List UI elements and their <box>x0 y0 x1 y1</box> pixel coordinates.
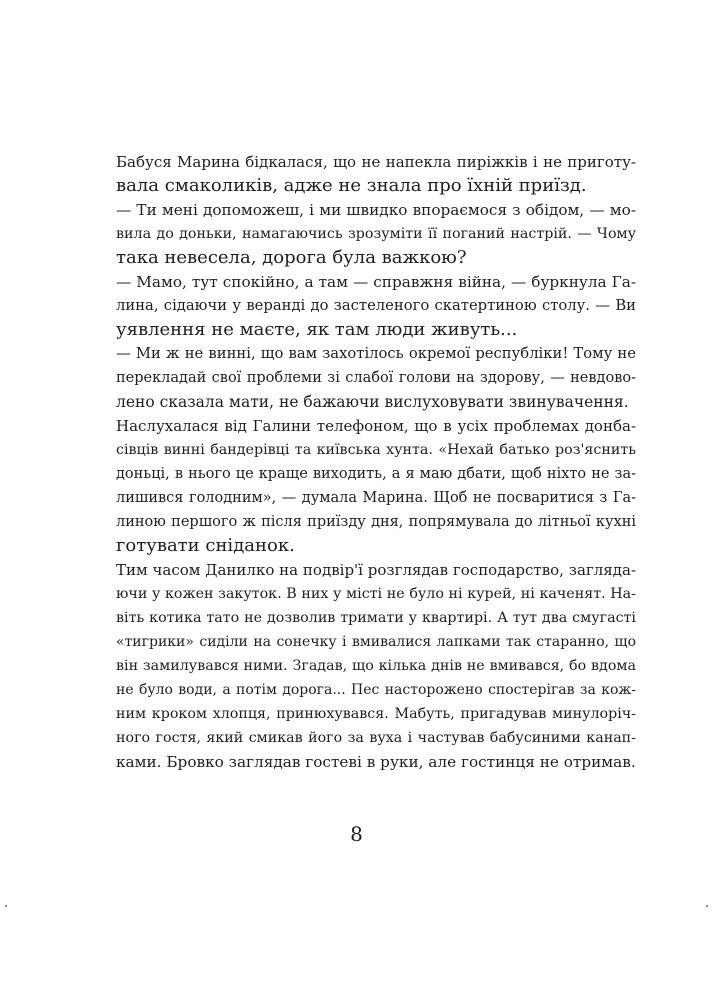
text-line: сівців винні бандерівці та київська хунта. «Нехай батько роз'яснить <box>116 442 636 458</box>
text-line: не було води, а потім дорога... Пес насторожено спостерігав за кож- <box>116 682 636 698</box>
text-line: така невесела, дорога була важкою? <box>116 247 467 268</box>
text-line: перекладай свої проблеми зі слабої голови на здорову, — невдово- <box>116 370 636 386</box>
text-line: готувати сніданок. <box>116 535 295 556</box>
text-line: линою першого ж після приїзду дня, попрямувала до літньої кухні <box>116 514 636 530</box>
text-line: лишився голодним», — думала Марина. Щоб не посваритися з Га- <box>116 490 636 506</box>
text-line: ного гостя, який смикав його за вуха і частував бабусиними канап- <box>116 730 636 746</box>
text-line: лина, сідаючи у веранді до застеленого скатертиною столу. — Ви <box>116 297 636 314</box>
text-line: лено сказала мати, не бажаючи вислуховувати звинувачення. <box>116 393 629 411</box>
text-line: вала смаколиків, адже не знала про їхній приїзд. <box>116 175 587 196</box>
text-line: — Мамо, тут спокійно, а там — справжня війна, — буркнула Га- <box>116 273 636 291</box>
text-line: Наслухалася від Галини телефоном, що в усіх проблемах донба- <box>116 417 636 435</box>
text-line: уявлення не маєте, як там люди живуть... <box>116 319 518 340</box>
crop-mark-left <box>5 905 7 907</box>
page-number: 8 <box>350 822 363 846</box>
text-line: Тим часом Данилко на подвір'ї розглядав господарство, загляда- <box>116 561 636 579</box>
text-line: «тигрики» сиділи на сонечку і вмивалися лапками так старанно, що <box>116 634 636 650</box>
text-line: ками. Бровко заглядав гостеві в руки, але гостинця не отримав. <box>116 753 636 771</box>
text-line: доньці, в нього це краще виходить, а я маю дбати, щоб ніхто не за- <box>116 466 636 482</box>
text-line: віть котика тато не дозволив тримати у квартирі. А тут два смугасті <box>116 610 636 626</box>
text-line: Бабуся Марина бідкалася, що не напекла пиріжків і не приготу- <box>116 153 636 171</box>
text-line: ним кроком хлопця, принюхувався. Мабуть, пригадував минулоріч- <box>116 706 636 722</box>
text-line: ючи у кожен закуток. В них у місті не було ні курей, ні каченят. На- <box>116 586 636 602</box>
text-line: — Ти мені допоможеш, і ми швидко впораємося з обідом, — мо- <box>116 201 636 219</box>
body-text <box>116 150 636 774</box>
crop-mark-right <box>706 905 708 907</box>
text-line: вила до доньки, намагаючись зрозуміти її поганий настрій. — Чому <box>116 226 636 242</box>
text-line: — Ми ж не винні, що вам захотілось окремої республіки! Тому не <box>116 345 636 362</box>
text-line: він замилувався ними. Згадав, що кілька днів не вмивався, бо вдома <box>116 658 636 674</box>
